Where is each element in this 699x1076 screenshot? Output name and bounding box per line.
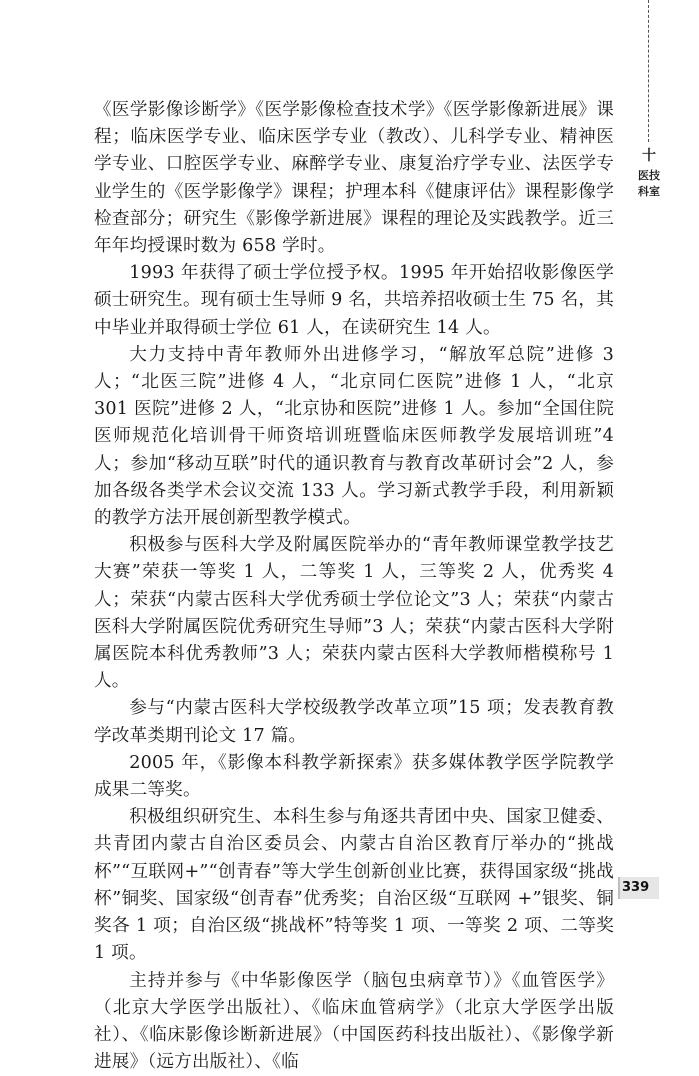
chapter-number: 十 [638,145,660,165]
paragraph-awards: 积极参与医科大学及附属医院举办的“青年教师课堂教学技艺大赛”荣获一等奖 1 人，二等奖 1 人，三等奖 2 人，优秀奖 4 人；荣获“内蒙古医科大学优秀硕士学位论文”3 人；荣获“内蒙古医科大学附属医院优秀研究生导师”3 人；荣获“内蒙古医科大学附属医院本科优秀教师”3 人；荣获内蒙古医科大学教师楷模称号 1 人。 [94,532,614,695]
paragraph-teacher-training: 大力支持中青年教师外出进修学习，“解放军总院”进修 3 人；“北医三院”进修 4 人，“北京同仁医院”进修 1 人，“北京 301 医院”进修 2 人，“北京协和医院”进修 1 人。参加“全国住院医师规范化培训骨干师资培训班暨临床医师教学发展培训班”4 人；参加“移动互联”时代的通识教育与教育改革研讨会”2 人，参加各级各类学术会议交流 133 人。学习新式教学手段，利用新颖的教学方法开展创新型教学模式。 [94,342,614,532]
paragraph-degree-authorization: 1993 年获得了硕士学位授予权。1995 年开始招收影像医学硕士研究生。现有硕士生导师 9 名，共培养招收硕士生 75 名，其中毕业并取得硕士学位 61 人，在读研究生 14 人。 [94,260,614,342]
paragraph-courses: 《医学影像诊断学》《医学影像检查技术学》《医学影像新进展》课程；临床医学专业、临床医学专业（教改）、儿科学专业、精神医学专业、口腔医学专业、麻醉学专业、康复治疗学专业、法医学专业学生的《医学影像学》课程；护理本科《健康评估》课程影像学检查部分；研究生《影像学新进展》课程的理论及实践教学。近三年年均授课时数为 658 学时。 [94,97,614,260]
page-number: 339 [622,878,649,898]
paragraph-teaching-achievement: 2005 年，《影像本科教学新探索》获多媒体教学医学院教学成果二等奖。 [94,750,614,804]
chapter-side-tab [634,0,664,983]
paragraph-reform-projects: 参与“内蒙古医科大学校级教学改革立项”15 项；发表教育教学改革类期刊论文 17 篇。 [94,695,614,749]
paragraph-publications: 主持并参与《中华影像医学（脑包虫病章节）》《血管医学》（北京大学医学出版社）、《临床血管病学》（北京大学医学出版社）、《临床影像诊断新进展》（中国医药科技出版社）、《影像学新进展》（远方出版社）、《临 [94,968,614,1076]
body-text [94,97,614,1076]
chapter-name: 医技科室 [638,168,660,200]
dotted-divider [648,0,649,142]
paragraph-student-competitions: 积极组织研究生、本科生参与角逐共青团中央、国家卫健委、共青团内蒙古自治区委员会、内蒙古自治区教育厅举办的“挑战杯”“互联网+”“创青春”等大学生创新创业比赛，获得国家级“挑战杯”铜奖、国家级“创青春”优秀奖；自治区级“互联网 +”银奖、铜奖各 1 项；自治区级“挑战杯”特等奖 1 项、一等奖 2 项、二等奖 1 项。 [94,804,614,967]
